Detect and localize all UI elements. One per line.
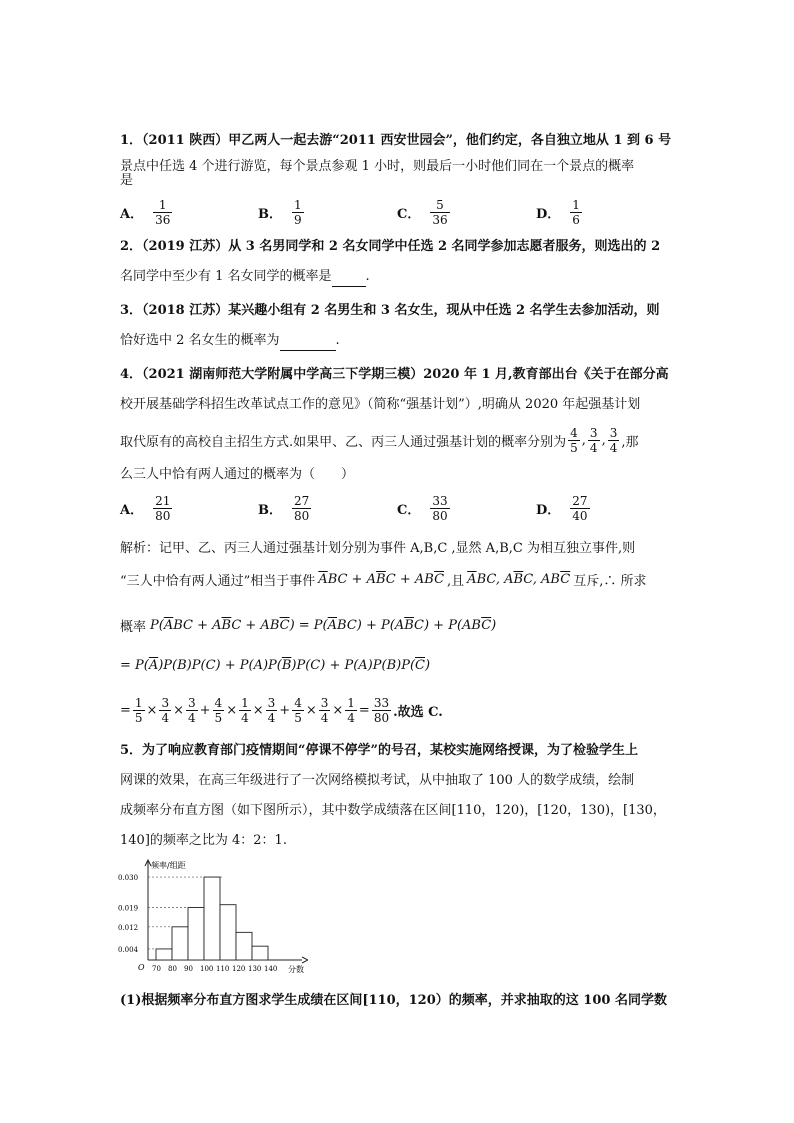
histogram-group [118,860,308,974]
q1-option-a[interactable] [120,198,174,227]
option-label: A． [120,207,144,222]
option-fraction: $\frac{27}{80}$ [294,494,310,523]
x-tick-label: 90 [184,965,193,973]
q1-line1: 1．（2011 陕西）甲乙两人一起去游“2011 西安世园会”，他们约定，各自独立地从 1 到 6 号 [120,133,672,148]
probability-expression: $P(\overline{A}BC + A\overline{B}C + AB\overline{C}) = P(\overline{A}BC) + P(A\overline{B}C) + P(AB\overline{C})$ [150,618,497,633]
q5-line4: 140]的频率之比为 4：2：1. [120,833,287,848]
answer-blank[interactable] [332,268,366,287]
option-label: B． [258,503,282,518]
solution-line3: 概率 $P(\overline{A}BC + A\overline{B}C + AB\overline{C}) = P(\overline{A}BC) + P(A\overline{B}C) + P(AB\overline{C})$ [120,618,497,635]
x-tick-label: 100 [200,965,214,973]
q4-line3: 取代原有的高校自主招生方式.如果甲、乙、丙三人通过强基计划的概率分别为 $\frac{4}{5}$ , $\frac{3}{4}$ , $\frac{3}{4}$ ,那 [120,425,639,455]
frequency-histogram [118,856,308,974]
y-tick-label: 0.030 [118,874,139,883]
y-tick-label: 0.004 [118,945,139,954]
probability-product-expression: = $P(\overline{A})P(B)P(C) + P(A)P(\overline{B})P(C) + P(A)P(B)P(\overline{C})$ [120,658,431,673]
q4-option-c[interactable] [397,494,452,523]
option-fraction: $\frac{1}{9}$ [294,198,302,227]
answer-blank[interactable] [280,332,336,351]
q5-line1: 5．为了响应教育部门疫情期间“停课不停学”的号召，某校实施网络授课，为了检验学生上 [120,743,639,758]
option-fraction: $\frac{27}{40}$ [572,494,588,523]
q4-line4: 么三人中恰有两人通过的概率为（ ） [120,467,355,482]
q4-option-b[interactable] [258,494,313,523]
q1-line3: 是 [120,173,134,188]
prob-fraction: $\frac{3}{4}$ [589,425,598,455]
event-expression: $\overline{A}BC + A\overline{B}C + AB\overline{C}$ [318,572,445,587]
solution-line4 [120,658,430,673]
option-fraction: $\frac{21}{80}$ [155,494,171,523]
x-axis-label: 分数 [288,965,304,974]
solution-line1: 解析：记甲、乙、丙三人通过强基计划分别为事件 A,B,C ,显然 A,B,C 为相互独立事件,则 [120,541,636,556]
y-tick-label: 0.012 [118,923,139,932]
histogram-bar [188,907,204,960]
x-tick-label: 120 [232,965,246,973]
q1-line2: 景点中任选 4 个进行游览，每个景点参观 1 小时，则最后一小时他们同在一个景点的概率 [120,159,635,174]
histogram-bar [204,877,220,960]
event-list: $\overline{A}BC$, $A\overline{B}C$, $AB\overline{C}$ [467,572,571,587]
option-label: A． [120,503,144,518]
histogram-bar [220,905,236,960]
q1-option-b[interactable] [258,198,306,227]
x-tick-label: 110 [216,965,230,973]
option-fraction: $\frac{1}{6}$ [572,198,580,227]
y-axis-label: 频率/组距 [151,861,186,870]
q4-line1: 4．（2021 湖南师范大学附属中学高三下学期三模）2020 年 1 月,教育部出台《关于在部分高 [120,367,669,382]
q4-option-a[interactable] [120,494,174,523]
solution-line5: = $\frac{1}{5}$ × $\frac{3}{4}$ × $\frac{3}{4}$ + $\frac{4}{5}$ × $\frac{1}{4}$ × $\frac{3}{4}$ + $\frac{4}{5}$ × $\frac{3}{4}$ × $\frac{1}{4}$ = $\frac{33}{80}$ .故选 C. [120,695,443,725]
option-fraction: $\frac{33}{80}$ [432,494,448,523]
histogram-bar [236,932,252,960]
option-fraction: $\frac{1}{36}$ [155,198,171,227]
q2-line2: 名同学中至少有 1 名女同学的概率是 . [120,268,370,287]
histogram-bar [156,949,172,960]
x-tick-label: 130 [248,965,262,973]
q3-line2: 恰好选中 2 名女生的概率为 . [120,332,340,351]
q4-line2: 校开展基础学科招生改革试点工作的意见》（简称“强基计划”）,明确从 2020 年起强基计划 [120,397,641,412]
solution-line2: “三人中恰有两人通过”相当于事件 $\overline{A}BC + A\overline{B}C + AB\overline{C}$ ,且 $\overline{A}BC$, $A\overline{B}C$, $AB\overline{C}$ 互斥,∴ 所求 [120,572,647,589]
q1-option-c[interactable] [397,198,452,227]
q1-option-d[interactable] [536,198,584,227]
q5-sub1: (1)根据频率分布直方图求学生成绩在区间[110，120）的频率，并求抽取的这 100 名同学数 [120,993,667,1008]
x-tick-label: 80 [168,965,177,973]
option-label: B． [258,207,282,222]
histogram-bar [252,946,268,960]
q5-line2: 网课的效果，在高三年级进行了一次网络模拟考试，从中抽取了 100 人的数学成绩，绘制 [120,773,635,788]
prob-fraction: $\frac{3}{4}$ [609,425,618,455]
y-tick-label: 0.019 [118,904,139,913]
q4-option-d[interactable] [536,494,592,523]
option-label: D． [536,207,561,222]
origin-label: O [138,963,145,972]
option-label: C． [397,503,421,518]
q3-line1: 3．（2018 江苏）某兴趣小组有 2 名男生和 3 名女生，现从中任选 2 名学生去参加活动，则 [120,303,660,318]
option-fraction: $\frac{5}{36}$ [432,198,448,227]
q5-line3: 成频率分布直方图（如下图所示），其中数学成绩落在区间[110，120)，[120，130)，[130， [120,803,666,818]
x-tick-label: 70 [152,965,161,973]
x-axis-arrow [302,957,308,963]
option-label: C． [397,207,421,222]
prob-fraction: $\frac{4}{5}$ [570,425,578,455]
x-tick-label: 140 [264,965,278,973]
q2-line1: 2．（2019 江苏）从 3 名男同学和 2 名女同学中任选 2 名同学参加志愿者服务，则选出的 2 [120,239,661,254]
option-label: D． [536,503,561,518]
histogram-bar [172,927,188,960]
